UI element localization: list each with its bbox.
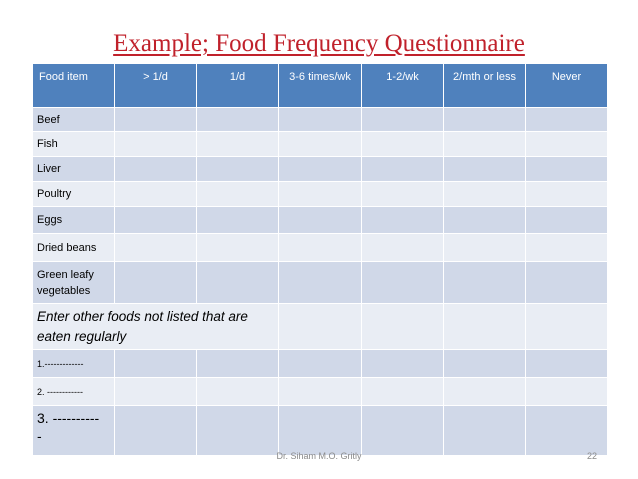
table-cell <box>526 157 608 182</box>
other-foods-note: Enter other foods not listed that are eaten regularly <box>33 304 279 350</box>
table-cell <box>526 108 608 132</box>
table-cell <box>115 182 197 207</box>
table-cell <box>362 262 444 304</box>
table-cell <box>362 406 444 456</box>
table-cell <box>526 132 608 157</box>
table-row <box>33 132 608 157</box>
table-cell <box>197 182 279 207</box>
table-cell <box>444 108 526 132</box>
row-label-green-leafy-vegetables: Green leafy vegetables <box>33 262 115 304</box>
row-label-poultry: Poultry <box>33 182 115 207</box>
table-row <box>33 406 608 456</box>
table-cell <box>526 378 608 406</box>
table-cell <box>362 350 444 378</box>
table-row <box>33 207 608 234</box>
table-cell <box>115 234 197 262</box>
table-cell <box>444 350 526 378</box>
table-row <box>33 350 608 378</box>
row-label-liver: Liver <box>33 157 115 182</box>
table-cell <box>526 350 608 378</box>
table-cell <box>279 406 362 456</box>
table-cell <box>444 406 526 456</box>
table-cell <box>197 157 279 182</box>
table-cell <box>197 350 279 378</box>
table-cell <box>115 378 197 406</box>
table-row <box>33 157 608 182</box>
row-label-eggs: Eggs <box>33 207 115 234</box>
table-cell <box>444 262 526 304</box>
table-cell <box>197 108 279 132</box>
table-cell <box>115 157 197 182</box>
table-row <box>33 182 608 207</box>
table-cell <box>197 406 279 456</box>
table-cell <box>444 207 526 234</box>
header-more-than-once-daily: > 1/d <box>115 64 197 108</box>
table-cell <box>115 132 197 157</box>
table-cell <box>362 378 444 406</box>
table-cell <box>279 108 362 132</box>
header-3-6-times-weekly: 3-6 times/wk <box>279 64 362 108</box>
table-cell <box>279 378 362 406</box>
table-cell <box>444 182 526 207</box>
table-cell <box>362 132 444 157</box>
table-cell <box>115 108 197 132</box>
header-once-daily: 1/d <box>197 64 279 108</box>
table-cell <box>279 262 362 304</box>
row-label-dried-beans: Dried beans <box>33 234 115 262</box>
table-cell <box>197 378 279 406</box>
table-cell <box>362 108 444 132</box>
table-cell <box>526 207 608 234</box>
table-header-row <box>33 64 608 108</box>
table-row <box>33 262 608 304</box>
table-cell <box>526 262 608 304</box>
row-label-fish: Fish <box>33 132 115 157</box>
table-row <box>33 378 608 406</box>
blank-row-2-label: 2. ------------ <box>33 378 115 406</box>
table-cell <box>444 132 526 157</box>
row-label-beef: Beef <box>33 108 115 132</box>
table-cell <box>279 350 362 378</box>
table-cell <box>115 262 197 304</box>
table-cell <box>279 157 362 182</box>
table-cell <box>197 262 279 304</box>
table-row <box>33 234 608 262</box>
table-cell <box>115 406 197 456</box>
slide-title: Example; Food Frequency Questionnaire <box>113 30 525 57</box>
table-cell <box>444 157 526 182</box>
table-row <box>33 304 608 350</box>
table-cell <box>197 207 279 234</box>
table-cell <box>526 406 608 456</box>
blank-row-3-label: 3. ---------- - <box>33 406 115 456</box>
header-food-item: Food item <box>33 64 115 108</box>
table-cell <box>362 304 444 350</box>
table-cell <box>362 234 444 262</box>
table-cell <box>362 207 444 234</box>
table-cell <box>362 182 444 207</box>
food-frequency-table <box>32 63 608 456</box>
table-cell <box>526 182 608 207</box>
table-cell <box>197 234 279 262</box>
blank-row-1-label: 1.------------- <box>33 350 115 378</box>
table-cell <box>362 157 444 182</box>
header-never: Never <box>526 64 608 108</box>
table-cell <box>526 234 608 262</box>
table-cell <box>279 304 362 350</box>
table-cell <box>526 304 608 350</box>
header-2-monthly-or-less: 2/mth or less <box>444 64 526 108</box>
table-row <box>33 108 608 132</box>
header-1-2-weekly: 1-2/wk <box>362 64 444 108</box>
table-cell <box>279 132 362 157</box>
table-cell <box>279 182 362 207</box>
table-cell <box>444 304 526 350</box>
table-cell <box>444 234 526 262</box>
table-cell <box>279 234 362 262</box>
table-cell <box>197 132 279 157</box>
table-cell <box>444 378 526 406</box>
footer-author: Dr. Siham M.O. Gritly <box>276 451 362 461</box>
page-number: 22 <box>587 451 598 461</box>
table-cell <box>115 207 197 234</box>
table-cell <box>115 350 197 378</box>
table-cell <box>279 207 362 234</box>
